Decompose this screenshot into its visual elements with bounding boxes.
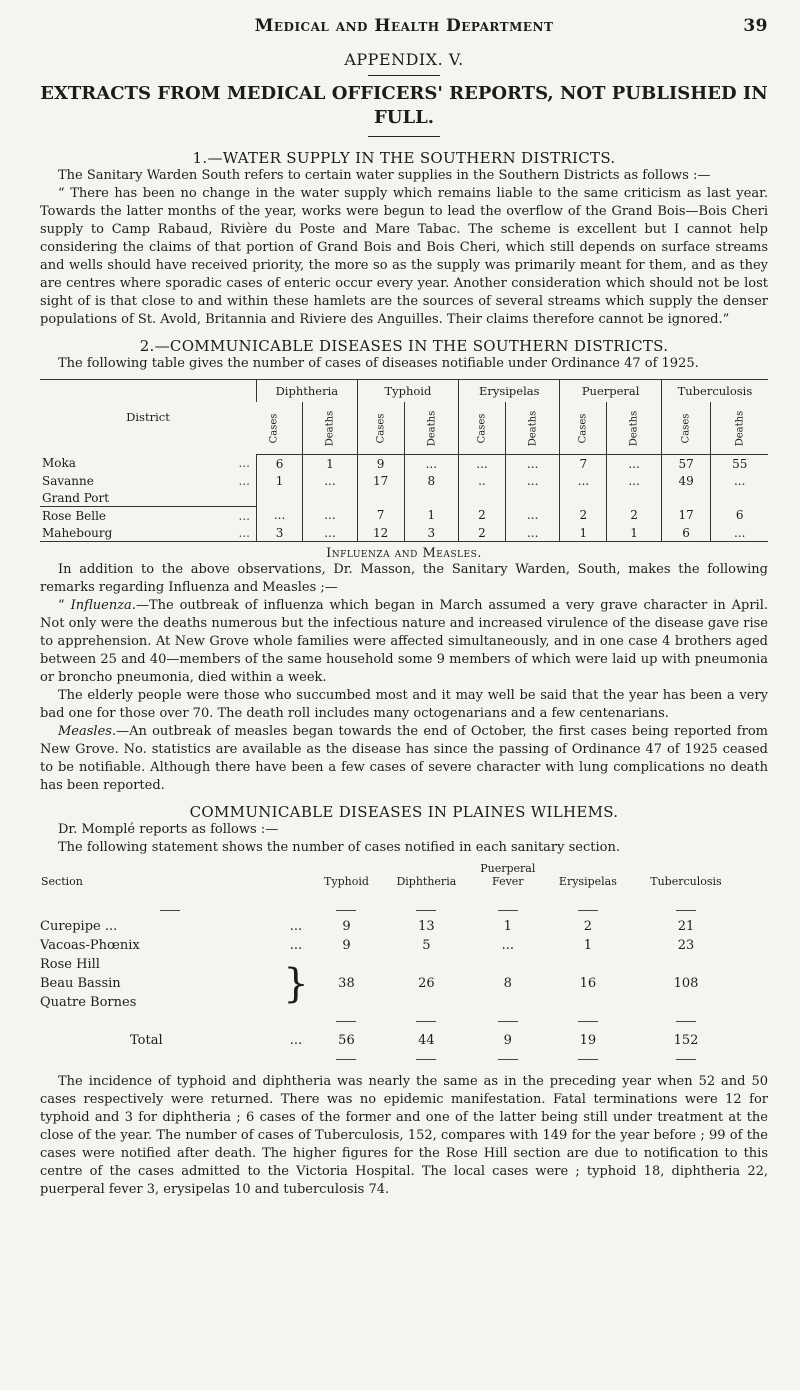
table-cell bbox=[257, 489, 303, 507]
closing-paragraph: The incidence of typhoid and diphtheria was nearly the same as in the preceding year when 52 and 50 cases respectively were returned. There was no epidemic manifestation. Fatal terminations were 12 for typhoid and 3 for diphtheria ; 6 cases of the former and one of the latter being still under treatment at the close of the year. The number of cases of Tuberculosis, 152, compares with 149 for the year before ; 99 of the cases were notified after death. The higher figures for the Rose Hill section are due to notification to this centre of the cases admitted to the Victoria Hospital. The local cases were ; typhoid 18, diphtheria 22, puerperal fever 3, erysipelas 10 and tuberculosis 74. bbox=[40, 1074, 768, 1197]
table-cell: ... bbox=[711, 524, 768, 542]
section-water-supply-title: 1.—WATER SUPPLY IN THE SOUTHERN DISTRICTS. bbox=[192, 149, 616, 167]
table-cell: 6 bbox=[661, 524, 711, 542]
col-spacer bbox=[280, 861, 312, 889]
deaths-header: Deaths bbox=[303, 402, 358, 455]
table-cell: 1 bbox=[503, 919, 512, 934]
table-cell: ... bbox=[505, 472, 560, 489]
table-cell: 1 bbox=[607, 524, 662, 542]
rule-dash bbox=[472, 1050, 544, 1069]
table-cell: 16 bbox=[579, 976, 597, 991]
main-title: EXTRACTS FROM MEDICAL OFFICERS' REPORTS, NOT PUBLISHED IN FULL. bbox=[40, 83, 768, 128]
cases-header: Cases bbox=[560, 402, 607, 455]
page-number: 39 bbox=[743, 16, 768, 36]
table-row bbox=[40, 917, 740, 936]
table-cell: 49 bbox=[661, 472, 711, 489]
table-cell bbox=[357, 489, 404, 507]
table-cell: 6 bbox=[711, 507, 768, 525]
table-cell: 5 bbox=[422, 938, 431, 953]
cases-header: Cases bbox=[257, 402, 303, 455]
table-cell: 12 bbox=[357, 524, 404, 542]
section-plaines-wilhems-title: COMMUNICABLE DISEASES IN PLAINES WILHEMS. bbox=[189, 803, 619, 821]
influenza-label: Influenza. bbox=[70, 598, 136, 613]
rule-dash bbox=[381, 1012, 472, 1031]
col-header: Erysipelas bbox=[558, 875, 617, 888]
rule-dash bbox=[472, 1012, 544, 1031]
table-cell bbox=[711, 489, 768, 507]
table-cell: 7 bbox=[357, 507, 404, 525]
table-cell: ... bbox=[505, 524, 560, 542]
table-cell: ... bbox=[303, 524, 358, 542]
table-row bbox=[40, 936, 740, 955]
table-cell: 2 bbox=[459, 524, 506, 542]
document-page bbox=[40, 10, 768, 1199]
table-cell: 44 bbox=[418, 1033, 435, 1048]
table-row bbox=[40, 455, 768, 473]
dots-cell: ... bbox=[289, 919, 303, 934]
brace: } bbox=[283, 960, 309, 1007]
table-cell: ... bbox=[501, 938, 515, 953]
disease-header: Puerperal bbox=[560, 380, 661, 403]
table-cell: 55 bbox=[711, 455, 768, 473]
rule-dash bbox=[312, 1050, 381, 1069]
deaths-header: Deaths bbox=[505, 402, 560, 455]
deaths-header: Deaths bbox=[607, 402, 662, 455]
table-row bbox=[40, 507, 768, 525]
section-diseases-south-title: 2.—COMMUNICABLE DISEASES IN THE SOUTHERN DISTRICTS. bbox=[139, 337, 669, 355]
col-header: Puerperal Fever bbox=[480, 862, 536, 888]
table-row bbox=[40, 472, 768, 489]
header-dash bbox=[40, 889, 280, 917]
rule-dash bbox=[632, 1050, 740, 1069]
table-cell: 23 bbox=[677, 938, 695, 953]
table-cell: 19 bbox=[579, 1033, 597, 1048]
table-cell bbox=[505, 489, 560, 507]
table-cell bbox=[404, 489, 459, 507]
total-label: Total bbox=[130, 1033, 163, 1048]
plaines-wilhems-table bbox=[40, 861, 740, 1069]
table-cell: 6 bbox=[257, 455, 303, 473]
table-cell: ... bbox=[303, 472, 358, 489]
table-cell: 3 bbox=[404, 524, 459, 542]
table-cell: ... bbox=[505, 455, 560, 473]
table-cell: ... bbox=[711, 472, 768, 489]
table-cell: 152 bbox=[673, 1033, 699, 1048]
table-cell: ... bbox=[404, 455, 459, 473]
table-cell: ... bbox=[560, 472, 607, 489]
col-header: Typhoid bbox=[324, 875, 369, 888]
table-cell: 26 bbox=[418, 976, 435, 991]
table-cell bbox=[607, 489, 662, 507]
table-cell: 8 bbox=[503, 976, 512, 991]
table-cell: ... bbox=[607, 472, 662, 489]
elderly-paragraph: The elderly people were those who succumbed most and it may well be said that the year has been a very bad one for those over 70. The death roll includes many octogenarians and a few centenarians. bbox=[40, 688, 768, 721]
table-cell: ... bbox=[607, 455, 662, 473]
table-row bbox=[40, 524, 768, 542]
cases-header: Cases bbox=[459, 402, 506, 455]
rule-dash bbox=[632, 1012, 740, 1031]
header-dash bbox=[472, 889, 544, 917]
header-dash bbox=[312, 889, 381, 917]
appendix-heading: APPENDIX. V. bbox=[344, 50, 464, 69]
table-cell: 57 bbox=[661, 455, 711, 473]
measles-paragraph: Measles.—An outbreak of measles began towards the end of October, the first cases being reported from New Grove. No. statistics are available as the disease has since the passing of Ordinance 47 of 1925 ceased to be notifiable. Although there have been a few cases of severe character with lung complications no death has been reported. bbox=[40, 724, 768, 793]
table-cell: 3 bbox=[257, 524, 303, 542]
table-cell: 2 bbox=[560, 507, 607, 525]
district-cell: Savanne ... bbox=[42, 473, 250, 488]
table-cell: 1 bbox=[404, 507, 459, 525]
table-cell: 17 bbox=[661, 507, 711, 525]
divider bbox=[368, 136, 440, 137]
table-cell: ... bbox=[303, 507, 358, 525]
sanitary-warden-quote: “ There has been no change in the water supply which remains liable to the same criticism as last year. Towards the latter months of the year, works were begun to lead the overflow of the Grand Bois—Bois Cheri supply to Camp Rabaud, Rivière du Poste and Mare Tabac. The scheme is excellent but I cannot help considering the claims of that portion of Grand Bois and Bois Cheri, which still depends on surface streams and wells should have received priority, the more so as the supply was primarily meant for them, and as they are centres where sporadic cases of enteric occur every year. Another consideration which should not be lost sight of is that close to and within these hamlets are the sources of several streams which supply the denser populations of St. Avold, Britannia and Riviere des Anguilles. Their claims therefore cannot be ignored.” bbox=[40, 186, 768, 327]
disease-header: Tuberculosis bbox=[661, 380, 768, 403]
col-header: Diphtheria bbox=[396, 875, 457, 888]
table-cell: 21 bbox=[677, 919, 695, 934]
table-cell: 7 bbox=[560, 455, 607, 473]
table-row bbox=[40, 489, 768, 507]
table-cell: 13 bbox=[418, 919, 435, 934]
table-cell bbox=[560, 489, 607, 507]
table-cell: 2 bbox=[607, 507, 662, 525]
district-cell: Mahebourg ... bbox=[40, 524, 257, 542]
table-cell bbox=[459, 489, 506, 507]
plaines-line-1: Dr. Momplé reports as follows :— bbox=[58, 822, 279, 837]
section-cell: Vacoas-Phœnix bbox=[40, 938, 140, 953]
header-dash bbox=[381, 889, 472, 917]
district-cell: Rose Belle ... bbox=[42, 508, 250, 523]
table-cell: 2 bbox=[459, 507, 506, 525]
table-cell: 108 bbox=[673, 976, 699, 991]
rule-dash bbox=[544, 1050, 632, 1069]
deaths-header: Deaths bbox=[711, 402, 768, 455]
header-dash bbox=[544, 889, 632, 917]
section-water-supply-intro: The Sanitary Warden South refers to certain water supplies in the Southern Districts as follows :— bbox=[58, 168, 711, 183]
plaines-line-2: The following statement shows the number of cases notified in each sanitary section. bbox=[58, 840, 620, 855]
dots-cell: ... bbox=[289, 1033, 303, 1048]
table-cell: 9 bbox=[342, 938, 351, 953]
table-cell: 9 bbox=[342, 919, 351, 934]
section-cell: Curepipe ... bbox=[40, 919, 118, 934]
disease-header: Erysipelas bbox=[459, 380, 560, 403]
dots-cell: ... bbox=[289, 938, 303, 953]
table-cell: 8 bbox=[404, 472, 459, 489]
table-cell: 1 bbox=[303, 455, 358, 473]
table-cell: ... bbox=[257, 507, 303, 525]
table-row-group bbox=[40, 955, 740, 1012]
section-diseases-south-intro: The following table gives the number of cases of diseases notifiable under Ordinance 47 of 1925. bbox=[58, 356, 699, 371]
disease-header: Diphtheria bbox=[257, 380, 358, 403]
rule-dash bbox=[312, 1012, 381, 1031]
district-header: District bbox=[40, 380, 257, 455]
rule-dash bbox=[544, 1012, 632, 1031]
table-cell: .. bbox=[459, 472, 506, 489]
deaths-header: Deaths bbox=[404, 402, 459, 455]
district-cell: Moka ... bbox=[42, 456, 250, 471]
col-header: Section bbox=[41, 875, 83, 888]
cases-header: Cases bbox=[357, 402, 404, 455]
disease-header: Typhoid bbox=[357, 380, 458, 403]
rule-dash bbox=[381, 1050, 472, 1069]
table-cell: 17 bbox=[357, 472, 404, 489]
table-cell: 1 bbox=[583, 938, 593, 953]
table-cell: 9 bbox=[503, 1033, 512, 1048]
header-dash bbox=[632, 889, 740, 917]
cases-header: Cases bbox=[661, 402, 711, 455]
influenza-measles-heading: Influenza and Measles. bbox=[326, 546, 482, 561]
total-row bbox=[40, 1031, 740, 1050]
table-cell: 38 bbox=[338, 976, 355, 991]
running-head-title: Medical and Health Department bbox=[254, 16, 554, 36]
col-header: Tuberculosis bbox=[650, 875, 722, 888]
table-cell: 1 bbox=[560, 524, 607, 542]
table-cell bbox=[661, 489, 711, 507]
measles-label: Measles. bbox=[58, 724, 117, 739]
table-cell: 56 bbox=[338, 1033, 355, 1048]
table-cell: 1 bbox=[257, 472, 303, 489]
table-cell: 2 bbox=[583, 919, 593, 934]
district-cell: Grand Port bbox=[40, 489, 257, 507]
table-cell: ... bbox=[505, 507, 560, 525]
table-cell: ... bbox=[459, 455, 506, 473]
southern-diseases-table bbox=[40, 379, 768, 542]
section-group-cell: Rose Hill Beau Bassin Quatre Bornes bbox=[40, 957, 137, 1010]
table-cell bbox=[303, 489, 358, 507]
influenza-paragraph: “ Influenza.—The outbreak of influenza which began in March assumed a very grave character in April. Not only were the deaths numerous but the infectious nature and increased virulence of the disease gave rise to apprehension. At New Grove whole families were affected simultaneously, and in one case 4 brothers aged between 25 and 40—members of the same household some 9 members of which were laid up with pneumonia or broncho pneumonia, died within a week. bbox=[40, 598, 769, 685]
divider bbox=[368, 75, 440, 76]
running-head bbox=[40, 10, 768, 38]
influenza-intro: In addition to the above observations, Dr. Masson, the Sanitary Warden, South, makes the following remarks regarding Influenza and Measles ;— bbox=[40, 562, 768, 595]
table-cell: 9 bbox=[357, 455, 404, 473]
